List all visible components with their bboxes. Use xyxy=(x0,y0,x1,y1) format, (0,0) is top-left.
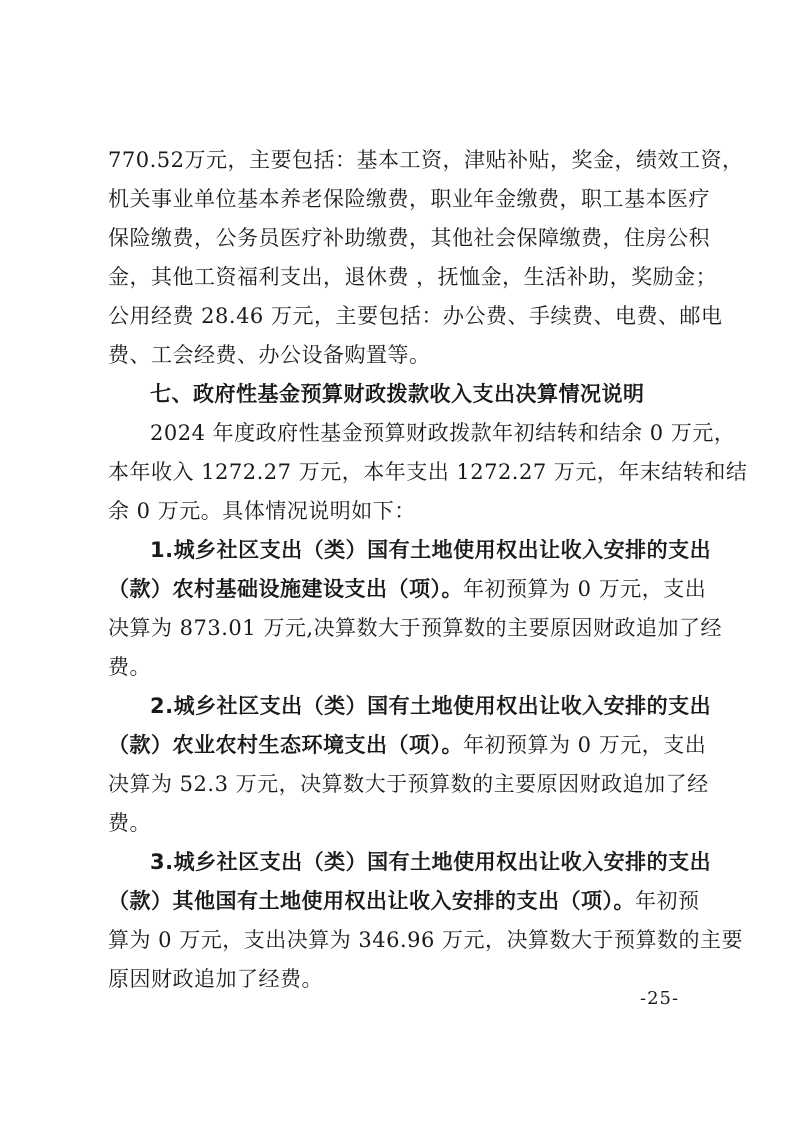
body-text-line: 余 0 万元。具体情况说明如下： xyxy=(108,499,416,523)
item-2-title: 2.城乡社区支出（类）国有土地使用权出让收入安排的支出 xyxy=(150,694,712,718)
page-number: -25- xyxy=(640,988,680,1009)
section-heading: 七、政府性基金预算财政拨款收入支出决算情况说明 xyxy=(150,382,645,406)
body-text-line: 金，其他工资福利支出，退休费 ，抚恤金，生活补助，奖励金； xyxy=(108,265,718,289)
item-1-line-2 xyxy=(108,569,707,609)
item-2-line-2 xyxy=(108,725,707,765)
body-text-line: 机关事业单位基本养老保险缴费，职业年金缴费，职工基本医疗 xyxy=(108,187,710,211)
body-text-line: 算为 0 万元，支出决算为 346.96 万元，决算数大于预算数的主要 xyxy=(108,928,744,952)
item-2-title-cont: （款）农业农村生态环境支出（项）。 xyxy=(108,733,463,757)
body-text-line: 公用经费 28.46 万元，主要包括：办公费、手续费、电费、邮电 xyxy=(108,304,723,328)
item-1-text: 年初预算为 0 万元，支出 xyxy=(463,577,707,601)
body-text-line: 2024 年度政府性基金预算财政拨款年初结转和结余 0 万元， xyxy=(150,421,736,445)
item-2-text: 年初预算为 0 万元，支出 xyxy=(463,733,707,757)
item-3-text: 年初预 xyxy=(635,889,700,913)
item-3-title-cont: （款）其他国有土地使用权出让收入安排的支出（项）。 xyxy=(108,889,635,913)
body-text-line: 本年收入 1272.27 万元，本年支出 1272.27 万元，年末结转和结 xyxy=(108,460,748,484)
body-text-line: 原因财政追加了经费。 xyxy=(108,967,323,991)
body-text-line: 费。 xyxy=(108,655,151,679)
body-text-line: 770.52万元，主要包括：基本工资，津贴补贴，奖金，绩效工资， xyxy=(108,148,744,172)
item-3-title: 3.城乡社区支出（类）国有土地使用权出让收入安排的支出 xyxy=(150,850,712,874)
item-1-title-cont: （款）农村基础设施建设支出（项）。 xyxy=(108,577,463,601)
body-text-line: 决算为 873.01 万元,决算数大于预算数的主要原因财政追加了经 xyxy=(108,616,723,640)
item-1-title: 1.城乡社区支出（类）国有土地使用权出让收入安排的支出 xyxy=(150,538,712,562)
body-text-line: 决算为 52.3 万元，决算数大于预算数的主要原因财政追加了经 xyxy=(108,772,709,796)
body-text-line: 保险缴费，公务员医疗补助缴费，其他社会保障缴费，住房公积 xyxy=(108,226,710,250)
item-3-line-2 xyxy=(108,881,700,921)
body-text-line: 费。 xyxy=(108,811,151,835)
body-text-line: 费、工会经费、办公设备购置等。 xyxy=(108,343,431,367)
